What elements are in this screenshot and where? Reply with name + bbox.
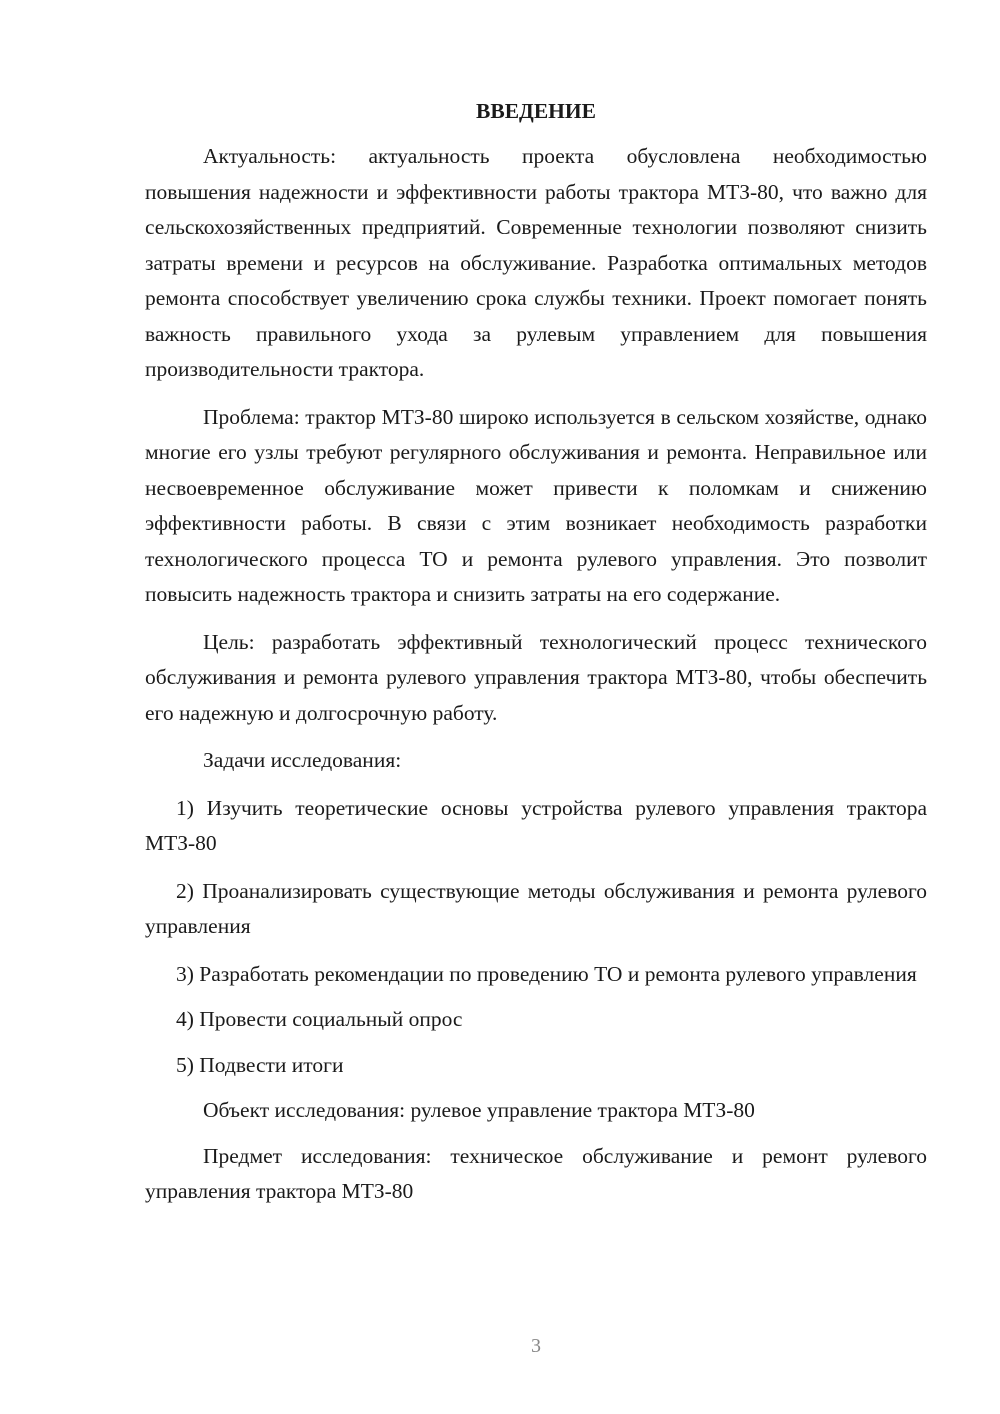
paragraph-goal: Цель: разработать эффективный технологический процесс технического обслуживания и ремонта рулевого управления трактора МТЗ-80, чтобы обеспечить его надежную и долгосрочную работу. bbox=[145, 629, 927, 725]
task-item-3: 3) Разработать рекомендации по проведению ТО и ремонта рулевого управления bbox=[176, 961, 917, 986]
paragraph-relevance: Актуальность: актуальность проекта обусловлена необходимостью повышения надежности и эффективности работы трактора МТЗ-80, что важно для сельскохозяйственных предприятий. Современные технологии позволяют снизить затраты времени и ресурсов на обслуживание. Разработка оптимальных методов ремонта способствует увеличению срока службы техники. Проект помогает понять важность правильного ухода за рулевым управлением для повышения производительности трактора. bbox=[145, 144, 927, 381]
task-item-5: 5) Подвести итоги bbox=[176, 1052, 344, 1077]
section-title: ВВЕДЕНИЕ bbox=[476, 99, 596, 123]
paragraph-problem: Проблема: трактор МТЗ-80 широко используется в сельском хозяйстве, однако многие его узлы требуют регулярного обслуживания и ремонта. Неправильное или несвоевременное обслуживание может привести к поломкам и снижению эффективности работы. В связи с этим возникает необходимость разработки технологического процесса ТО и ремонта рулевого управления. Это позволит повысить надежность трактора и снизить затраты на его содержание. bbox=[145, 404, 927, 606]
task-item-4: 4) Провести социальный опрос bbox=[176, 1007, 463, 1031]
page-number: 3 bbox=[531, 1335, 541, 1357]
task-item-2: 2) Проанализировать существующие методы обслуживания и ремонта рулевого управления bbox=[145, 878, 927, 938]
paragraph-subject: Предмет исследования: техническое обслуживание и ремонт рулевого управления трактора МТЗ-80 bbox=[145, 1143, 927, 1203]
tasks-heading: Задачи исследования: bbox=[203, 748, 402, 772]
paragraph-object: Объект исследования: рулевое управление трактора МТЗ-80 bbox=[203, 1098, 755, 1122]
page-content bbox=[145, 92, 927, 1210]
task-item-1: 1) Изучить теоретические основы устройства рулевого управления трактора МТЗ-80 bbox=[145, 795, 927, 855]
